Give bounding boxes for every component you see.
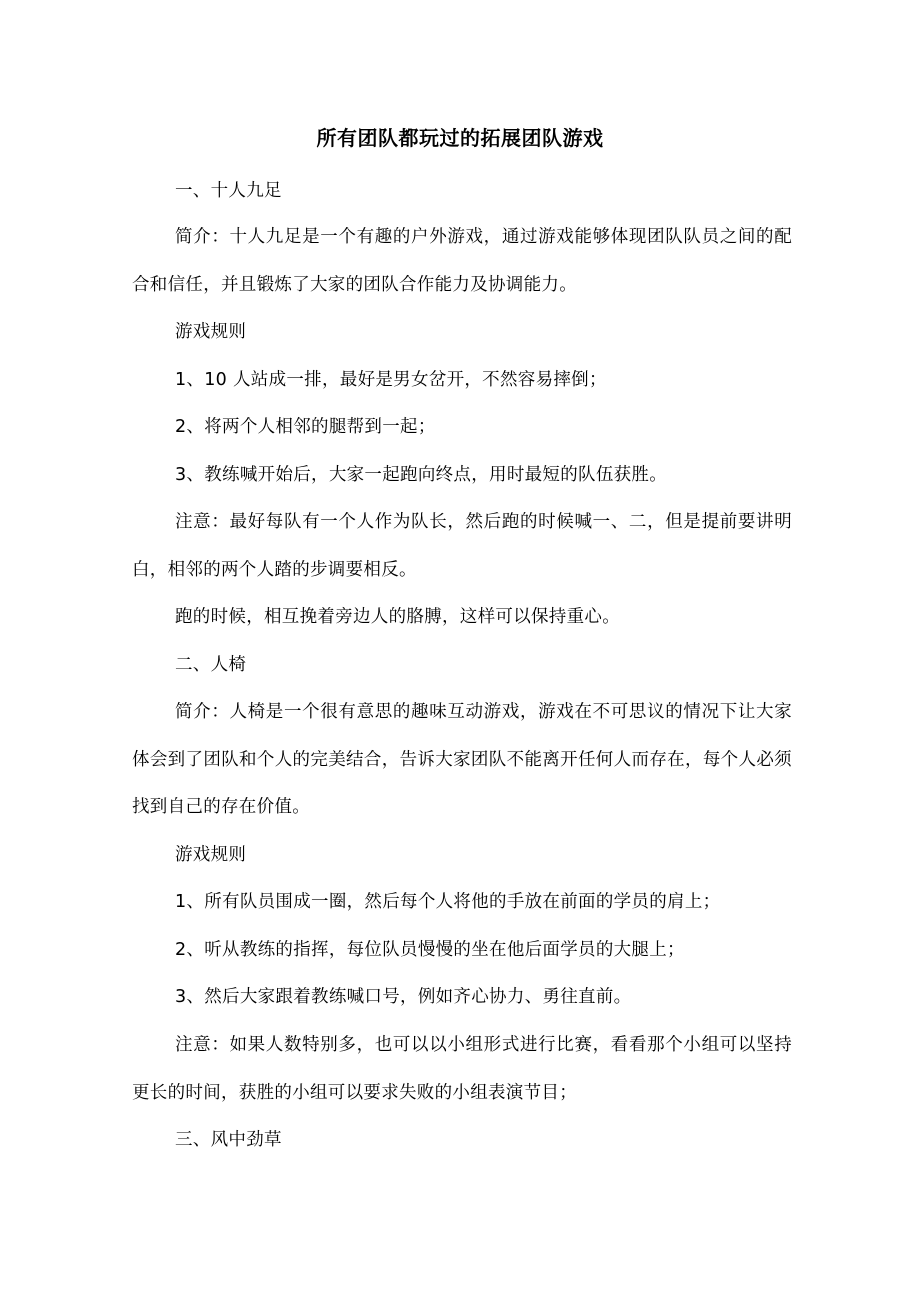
rule-item: 2、听从教练的指挥，每位队员慢慢的坐在他后面学员的大腿上； bbox=[175, 940, 685, 960]
rule-item: 1、10 人站成一排，最好是男女岔开，不然容易摔倒； bbox=[175, 370, 607, 390]
tip-paragraph: 跑的时候，相互挽着旁边人的胳膊，这样可以保持重心。 bbox=[175, 607, 620, 627]
note-paragraph-1: 注意：最好每队有一个人作为队长，然后跑的时候喊一、二，但是提前要讲明白，相邻的两个人踏的步调要相反。 bbox=[132, 512, 792, 580]
note-paragraph-2: 注意：如果人数特别多，也可以以小组形式进行比赛，看看那个小组可以坚持更长的时间，获胜的小组可以要求失败的小组表演节目； bbox=[132, 1035, 792, 1103]
rule-item: 1、所有队员围成一圈，然后每个人将他的手放在前面的学员的肩上； bbox=[175, 892, 721, 912]
paragraph-intro-1: 简介：十人九足是一个有趣的户外游戏，通过游戏能够体现团队队员之间的配合和信任，并且锻炼了大家的团队合作能力及协调能力。 bbox=[132, 227, 792, 295]
rule-item: 2、将两个人相邻的腿帮到一起； bbox=[175, 417, 436, 437]
document-title: 所有团队都玩过的拓展团队游戏 bbox=[316, 126, 604, 150]
section-heading-2: 二、人椅 bbox=[175, 655, 247, 675]
section-heading-3: 三、风中劲草 bbox=[175, 1130, 282, 1150]
rules-heading-2: 游戏规则 bbox=[175, 845, 247, 865]
rule-item: 3、然后大家跟着教练喊口号，例如齐心协力、勇往直前。 bbox=[175, 987, 632, 1007]
rule-item: 3、教练喊开始后，大家一起跑向终点，用时最短的队伍获胜。 bbox=[175, 465, 668, 485]
paragraph-intro-2: 简介：人椅是一个很有意思的趣味互动游戏，游戏在不可思议的情况下让大家体会到了团队和个人的完美结合，告诉大家团队不能离开任何人而存在，每个人必须找到自己的存在价值。 bbox=[132, 702, 792, 817]
section-heading-1: 一、十人九足 bbox=[175, 181, 282, 201]
rules-heading-1: 游戏规则 bbox=[175, 322, 247, 342]
